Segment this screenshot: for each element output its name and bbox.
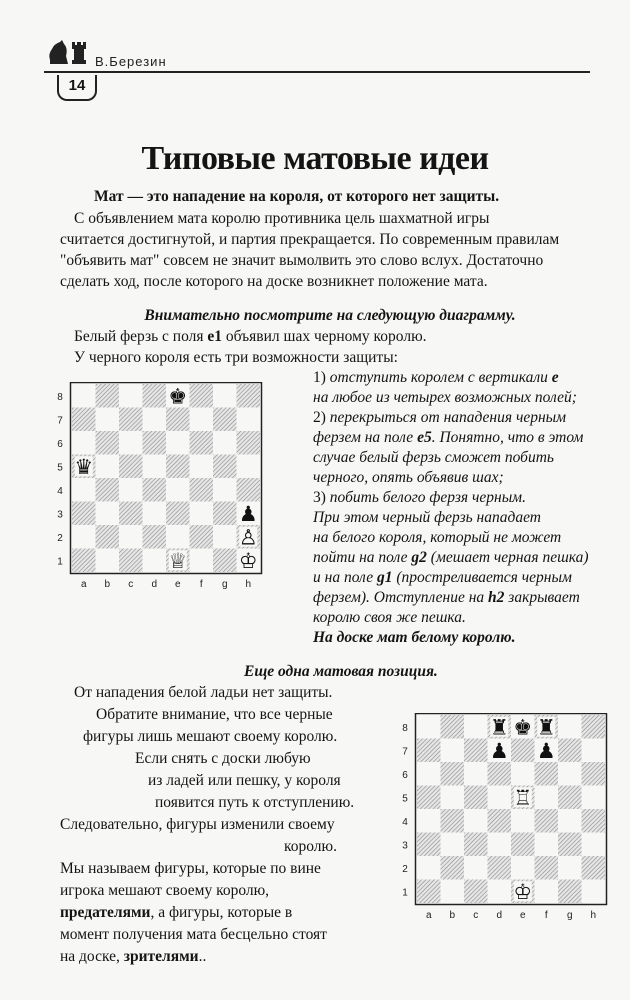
white-king-icon: ♔ (238, 548, 258, 573)
file-label-d: d (151, 579, 158, 590)
light-square (190, 502, 214, 526)
defense-option-1-line-2: на любое из четырех возможных полей; (313, 389, 577, 406)
white-king-icon: ♔ (513, 879, 533, 904)
light-square (464, 715, 488, 739)
light-square (558, 856, 582, 880)
file-label-g: g (221, 579, 228, 590)
dark-square (582, 762, 606, 786)
light-square (190, 549, 214, 573)
dark-square (582, 809, 606, 833)
light-square (166, 525, 190, 549)
explanation-line-1: При этом черный ферзь нападает (313, 509, 541, 526)
file-label-e: e (519, 910, 526, 921)
intro-line-3: "объявить мат" совсем не значит вымолвить это слово вслух. Достаточно (60, 252, 544, 269)
black-queen-icon: ♛ (74, 454, 94, 479)
black-pawn-icon: ♟ (238, 501, 258, 526)
author-name: В.Березин (95, 54, 167, 69)
dark-square (190, 525, 214, 549)
dark-square (417, 739, 441, 763)
section2-line-8: королю. (284, 838, 337, 855)
section1-heading: Внимательно посмотрите на следующую диаграмму. (144, 307, 516, 324)
light-square (213, 384, 237, 408)
light-square (119, 525, 143, 549)
dark-square (213, 408, 237, 432)
dark-square (96, 478, 120, 502)
white-rook-icon: ♖ (513, 785, 533, 810)
page-title: Типовые матовые идеи (141, 140, 489, 177)
rank-label-5: 5 (57, 462, 63, 474)
knight-rook-logo-icon (44, 36, 90, 66)
rank-label-8: 8 (402, 722, 408, 734)
file-label-b: b (449, 910, 456, 921)
rank-label-7: 7 (402, 746, 408, 758)
white-queen-icon: ♕ (168, 548, 188, 573)
rank-label-1: 1 (402, 887, 408, 899)
section2-line-11: предателями, а фигуры, которые в (60, 904, 293, 921)
light-square (582, 739, 606, 763)
defense-option-1: 1) отступить королем с вертикали e (313, 369, 559, 386)
light-square (441, 833, 465, 857)
file-label-h: h (245, 579, 252, 590)
dark-square (213, 455, 237, 479)
light-square (417, 856, 441, 880)
dark-square (166, 502, 190, 526)
light-square (558, 762, 582, 786)
light-square (213, 431, 237, 455)
dark-square (535, 856, 559, 880)
file-label-h: h (590, 910, 597, 921)
section2-line-10: игрока мешают своему королю, (60, 882, 270, 899)
light-square (535, 833, 559, 857)
dark-square (511, 833, 535, 857)
dark-square (464, 833, 488, 857)
defense-option-2-line-2: ферзем на поле e5. Понятно, что в этом (313, 429, 584, 446)
dark-square (72, 549, 96, 573)
light-square (190, 408, 214, 432)
dark-square (143, 431, 167, 455)
light-square (535, 786, 559, 810)
light-square (511, 762, 535, 786)
rank-label-6: 6 (57, 438, 63, 450)
rank-label-7: 7 (57, 415, 63, 427)
dark-square (582, 715, 606, 739)
rank-label-2: 2 (402, 863, 408, 875)
section1-conclusion: На доске мат белому королю. (313, 629, 516, 646)
light-square (582, 833, 606, 857)
light-square (143, 549, 167, 573)
file-label-c: c (128, 579, 134, 590)
header-rule (44, 71, 590, 73)
explanation-line-2: на белого короля, который не может (313, 529, 562, 546)
light-square (119, 384, 143, 408)
light-square (96, 455, 120, 479)
section2-line-7: Следовательно, фигуры изменили своему (60, 816, 335, 833)
dark-square (441, 762, 465, 786)
dark-square (190, 478, 214, 502)
light-square (119, 478, 143, 502)
section1-line-2: У черного короля есть три возможности защиты: (74, 349, 398, 366)
dark-square (119, 408, 143, 432)
section2-line-5: из ладей или пешку, у короля (148, 772, 341, 789)
dark-square (464, 739, 488, 763)
rank-label-1: 1 (57, 556, 63, 568)
dark-square (213, 502, 237, 526)
light-square (464, 762, 488, 786)
dark-square (237, 431, 261, 455)
section2-line-12: момент получения мата бесцельно стоят (60, 926, 327, 943)
light-square (143, 408, 167, 432)
dark-square (535, 762, 559, 786)
section2-line-4: Если снять с доски любую (135, 750, 311, 767)
white-pawn-icon: ♙ (238, 525, 258, 550)
file-label-f: f (544, 910, 548, 921)
dark-square (143, 384, 167, 408)
light-square (464, 809, 488, 833)
section2-line-3: фигуры лишь мешают своему королю. (83, 728, 338, 745)
dark-square (464, 786, 488, 810)
light-square (441, 880, 465, 904)
light-square (558, 715, 582, 739)
file-label-e: e (174, 579, 181, 590)
light-square (441, 786, 465, 810)
dark-square (558, 880, 582, 904)
dark-square (464, 880, 488, 904)
file-label-a: a (425, 910, 432, 921)
section1-line-1: Белый ферзь с поля e1 объявил шах черному королю. (74, 328, 427, 345)
section2-line-1: От нападения белой ладьи нет защиты. (74, 684, 333, 701)
light-square (72, 525, 96, 549)
dark-square (96, 525, 120, 549)
rank-label-5: 5 (402, 793, 408, 805)
black-king-icon: ♚ (513, 715, 533, 740)
rank-label-3: 3 (402, 840, 408, 852)
light-square (119, 431, 143, 455)
dark-square (190, 384, 214, 408)
light-square (237, 408, 261, 432)
dark-square (237, 384, 261, 408)
light-square (72, 384, 96, 408)
dark-square (417, 786, 441, 810)
chess-diagram-1 (52, 382, 264, 594)
light-square (72, 478, 96, 502)
dark-square (72, 408, 96, 432)
file-label-a: a (80, 579, 87, 590)
dark-square (488, 762, 512, 786)
light-square (558, 809, 582, 833)
rank-label-4: 4 (402, 816, 408, 828)
section2-line-9: Мы называем фигуры, которые по вине (60, 860, 321, 877)
light-square (143, 502, 167, 526)
light-square (96, 408, 120, 432)
light-square (96, 549, 120, 573)
page-number: 14 (57, 75, 97, 101)
file-label-g: g (566, 910, 573, 921)
defense-option-2-line-3: случае белый ферзь сможет побить (313, 449, 554, 466)
dark-square (119, 549, 143, 573)
dark-square (558, 833, 582, 857)
light-square (488, 833, 512, 857)
explanation-line-5: ферзем). Отступление на h2 закрывает (313, 589, 580, 606)
rank-label-3: 3 (57, 509, 63, 521)
dark-square (441, 715, 465, 739)
intro-line-1: С объявлением мата королю противника цель шахматной игры (74, 210, 490, 227)
dark-square (119, 502, 143, 526)
dark-square (488, 809, 512, 833)
section2-line-13: на доске, зрителями.. (60, 948, 207, 965)
light-square (535, 880, 559, 904)
dark-square (511, 739, 535, 763)
light-square (96, 502, 120, 526)
light-square (166, 478, 190, 502)
dark-square (488, 856, 512, 880)
dark-square (237, 478, 261, 502)
light-square (582, 786, 606, 810)
black-king-icon: ♚ (168, 384, 188, 409)
light-square (441, 739, 465, 763)
dark-square (72, 502, 96, 526)
dark-square (143, 478, 167, 502)
light-square (582, 880, 606, 904)
dark-square (166, 408, 190, 432)
defense-option-2-line-4: черного, опять объявив шах; (313, 469, 504, 486)
section2-line-2: Обратите внимание, что все черные (96, 706, 333, 723)
rank-label-8: 8 (57, 391, 63, 403)
dark-square (441, 856, 465, 880)
dark-square (190, 431, 214, 455)
dark-square (96, 431, 120, 455)
light-square (417, 809, 441, 833)
light-square (213, 478, 237, 502)
rank-label-2: 2 (57, 532, 63, 544)
light-square (511, 809, 535, 833)
mate-definition: Мат — это нападение на короля, от которого нет защиты. (94, 188, 500, 205)
light-square (143, 455, 167, 479)
file-label-c: c (473, 910, 479, 921)
black-pawn-icon: ♟ (489, 738, 509, 763)
defense-option-3: 3) побить белого ферзя черным. (313, 489, 526, 506)
light-square (237, 455, 261, 479)
light-square (464, 856, 488, 880)
file-label-f: f (199, 579, 203, 590)
dark-square (441, 809, 465, 833)
dark-square (417, 880, 441, 904)
section2-line-6: появится путь к отступлению. (155, 794, 355, 811)
dark-square (582, 856, 606, 880)
light-square (72, 431, 96, 455)
defense-option-2: 2) перекрыться от нападения черным (313, 409, 567, 426)
light-square (417, 715, 441, 739)
intro-line-2: считается достигнутой, и партия прекращается. По современным правилам (60, 231, 560, 248)
rank-label-6: 6 (402, 769, 408, 781)
explanation-line-6: королю своя же пешка. (313, 609, 466, 626)
rank-label-4: 4 (57, 485, 63, 497)
dark-square (143, 525, 167, 549)
explanation-line-3: пойти на поле g2 (мешает черная пешка) (313, 549, 589, 566)
light-square (166, 431, 190, 455)
dark-square (558, 739, 582, 763)
light-square (511, 856, 535, 880)
black-pawn-icon: ♟ (536, 738, 556, 763)
dark-square (96, 384, 120, 408)
light-square (417, 762, 441, 786)
black-rook-icon: ♜ (536, 715, 556, 740)
dark-square (417, 833, 441, 857)
light-square (488, 880, 512, 904)
light-square (213, 525, 237, 549)
intro-line-4: сделать ход, после которого на доске возникнет положение мата. (60, 273, 488, 290)
dark-square (558, 786, 582, 810)
dark-square (166, 455, 190, 479)
black-rook-icon: ♜ (489, 715, 509, 740)
file-label-d: d (496, 910, 503, 921)
dark-square (119, 455, 143, 479)
file-label-b: b (104, 579, 111, 590)
explanation-line-4: и на поле g1 (простреливается черным (313, 569, 572, 586)
light-square (488, 786, 512, 810)
dark-square (213, 549, 237, 573)
chess-diagram-2 (397, 713, 609, 925)
dark-square (535, 809, 559, 833)
section2-heading: Еще одна матовая позиция. (244, 663, 438, 680)
light-square (190, 455, 214, 479)
